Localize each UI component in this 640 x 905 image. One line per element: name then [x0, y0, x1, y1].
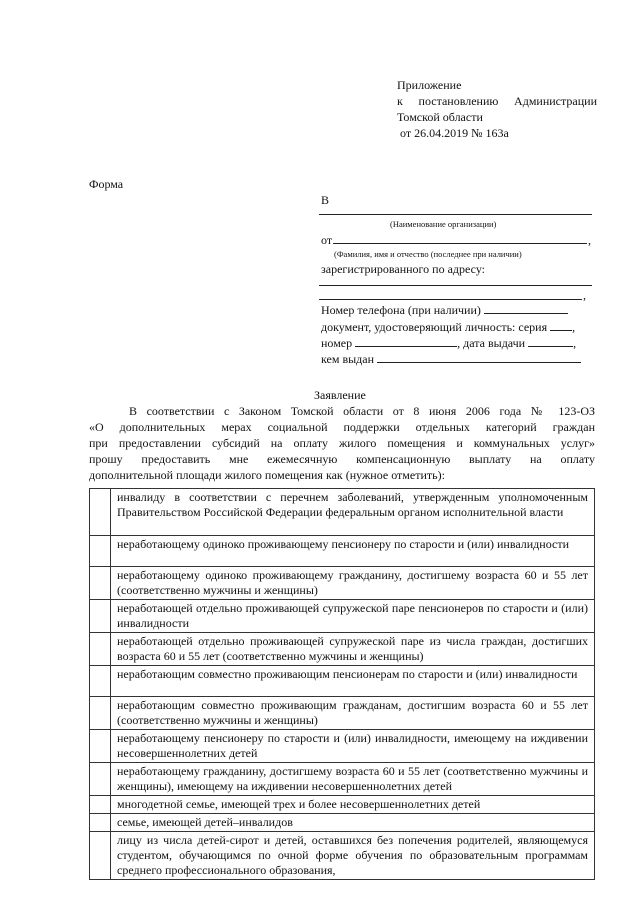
appendix-decree: к постановлению Администрации	[397, 94, 597, 108]
option-row	[90, 832, 595, 880]
option-row	[90, 796, 595, 814]
body-line-4: прошу предоставить мне ежемесячную компенсационную выплату на оплату	[89, 452, 595, 466]
body-line-3: при предоставлении субсидий на оплату жилого помещения и коммунальных услуг»	[89, 436, 595, 450]
option-checkbox[interactable]	[90, 489, 111, 536]
body-line-5: дополнительной площади жилого помещения как (нужное отметить):	[89, 468, 445, 482]
option-text: неработающей отдельно проживающей супружеской паре из числа граждан, достигших возраста 60 и 55 лет (соответственно мужчины и женщины)	[111, 633, 595, 666]
doc-number-label: номер	[321, 336, 353, 350]
doc-number-row: номер , дата выдачи ,	[321, 336, 577, 350]
appendix-block	[397, 77, 597, 141]
option-checkbox[interactable]	[90, 666, 111, 697]
option-row	[90, 666, 595, 697]
document-title: Заявление	[314, 388, 366, 402]
option-text: семье, имеющей детей–инвалидов	[111, 814, 595, 832]
issued-by-field[interactable]	[377, 351, 581, 363]
address-comma: ,	[583, 288, 586, 302]
option-text: лицу из числа детей-сирот и детей, оставшихся без попечения родителей, являющемуся студентом, обучающимся по очной форме обучения по образовательным программам среднего профессионального образования,	[111, 832, 595, 880]
option-row	[90, 489, 595, 536]
option-checkbox[interactable]	[90, 600, 111, 633]
option-checkbox[interactable]	[90, 567, 111, 600]
option-row	[90, 633, 595, 666]
doc-series-row: документ, удостоверяющий личность: серия ,	[321, 320, 576, 334]
option-checkbox[interactable]	[90, 832, 111, 880]
option-checkbox[interactable]	[90, 814, 111, 832]
doc-number-field[interactable]	[355, 335, 457, 347]
from-label: от	[321, 233, 333, 247]
form-label: Форма	[89, 177, 124, 191]
appendix-region: Томской области	[397, 110, 483, 124]
fio-line[interactable]	[333, 243, 587, 244]
issue-date-label: дата выдачи	[463, 336, 526, 350]
phone-row	[321, 302, 593, 318]
body-paragraph	[89, 403, 595, 483]
option-checkbox[interactable]	[90, 796, 111, 814]
issued-by-label: кем выдан	[321, 352, 375, 366]
option-row	[90, 600, 595, 633]
option-row	[90, 536, 595, 567]
doc-series-label: документ, удостоверяющий личность: серия	[321, 320, 548, 334]
fio-caption: (Фамилия, имя и отчество (последнее при наличии)	[334, 249, 522, 259]
body-line-1: В соответствии с Законом Томской области от 8 июня 2006 года № 123-ОЗ	[129, 404, 595, 418]
option-checkbox[interactable]	[90, 536, 111, 567]
option-text: многодетной семье, имеющей трех и более несовершеннолетних детей	[111, 796, 595, 814]
option-text: неработающему гражданину, достигшему возраста 60 и 55 лет (соответственно мужчины и женщины), имеющему на иждивении несовершеннолетних детей	[111, 763, 595, 796]
option-text: неработающему одиноко проживающему пенсионеру по старости и (или) инвалидности	[111, 536, 595, 567]
option-row	[90, 814, 595, 832]
options-table	[89, 488, 595, 880]
option-row	[90, 730, 595, 763]
organization-caption: (Наименование организации)	[390, 219, 497, 229]
fio-comma: ,	[588, 233, 591, 247]
body-line-2: «О дополнительных мерах социальной поддержки отдельных категорий граждан	[89, 420, 595, 434]
option-text: неработающим совместно проживающим гражданам, достигшим возраста 60 и 55 лет (соответственно мужчины и женщины)	[111, 697, 595, 730]
option-checkbox[interactable]	[90, 730, 111, 763]
option-text: инвалиду в соответствии с перечнем заболеваний, утвержденным уполномоченным Правительством Российской Федерации федеральным органом исполнительной власти	[111, 489, 595, 536]
appendix-date: от 26.04.2019 № 163а	[400, 126, 509, 140]
option-text: неработающей отдельно проживающей супружеской паре пенсионеров по старости и (или) инвалидности	[111, 600, 595, 633]
issued-by-row	[321, 351, 593, 367]
option-checkbox[interactable]	[90, 763, 111, 796]
phone-label: Номер телефона (при наличии)	[321, 303, 481, 317]
appendix-title: Приложение	[397, 78, 462, 92]
option-row	[90, 763, 595, 796]
phone-field[interactable]	[484, 302, 568, 314]
option-row	[90, 567, 595, 600]
option-text: неработающему пенсионеру по старости и (или) инвалидности, имеющему на иждивении несовершеннолетних детей	[111, 730, 595, 763]
organization-line[interactable]	[319, 214, 592, 215]
option-text: неработающему одиноко проживающему гражданину, достигшему возраста 60 и 55 лет (соответственно мужчины и женщины)	[111, 567, 595, 600]
option-row	[90, 697, 595, 730]
address-line-2[interactable]	[319, 299, 582, 300]
doc-series-field[interactable]	[550, 319, 572, 331]
option-checkbox[interactable]	[90, 633, 111, 666]
registered-label: зарегистрированного по адресу:	[321, 262, 485, 276]
to-label: В	[321, 193, 330, 207]
option-checkbox[interactable]	[90, 697, 111, 730]
option-text: неработающим совместно проживающим пенсионерам по старости и (или) инвалидности	[111, 666, 595, 697]
address-line-1[interactable]	[319, 285, 592, 286]
issue-date-field[interactable]	[528, 335, 573, 347]
